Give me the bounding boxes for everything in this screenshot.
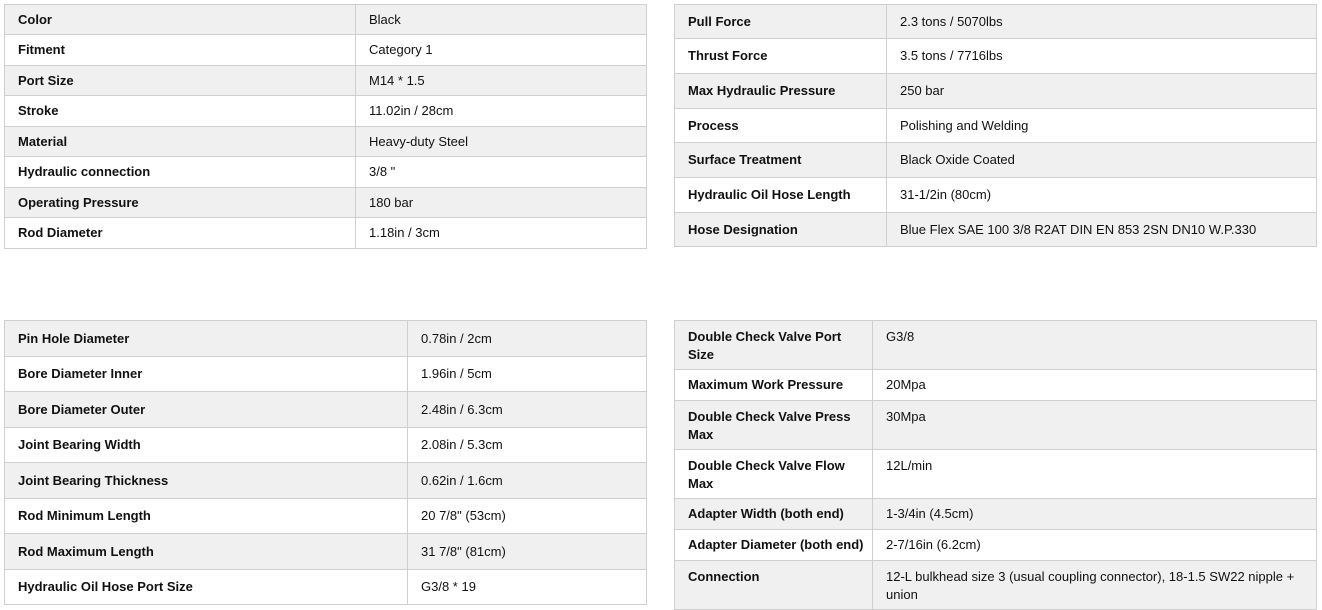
spec-table-bottom-left <box>4 320 647 605</box>
table-row <box>675 321 1317 370</box>
spec-label: Thrust Force <box>675 39 887 74</box>
spec-label: Maximum Work Pressure <box>675 370 873 401</box>
spec-label: Process <box>675 109 887 143</box>
spec-label: Operating Pressure <box>5 188 356 218</box>
spec-value: 1-3/4in (4.5cm) <box>873 499 1317 530</box>
table-row <box>5 157 647 188</box>
table-row <box>675 39 1317 74</box>
table-row <box>5 127 647 157</box>
spec-value: 3.5 tons / 7716lbs <box>887 39 1317 74</box>
table-row <box>675 74 1317 109</box>
table-row <box>5 96 647 127</box>
spec-value: 0.62in / 1.6cm <box>408 463 647 499</box>
table-row <box>5 534 647 570</box>
spec-value: 1.96in / 5cm <box>408 357 647 392</box>
table-row <box>675 213 1317 247</box>
table-row <box>5 321 647 357</box>
table-row <box>5 499 647 534</box>
table-row <box>5 428 647 463</box>
table-row <box>675 178 1317 213</box>
spec-table-bottom-right <box>674 320 1317 610</box>
spec-label: Joint Bearing Width <box>5 428 408 463</box>
spec-value: 3/8 " <box>356 157 647 188</box>
spec-label: Joint Bearing Thickness <box>5 463 408 499</box>
spec-label: Bore Diameter Outer <box>5 392 408 428</box>
spec-value: 30Mpa <box>873 401 1317 450</box>
spec-value: Category 1 <box>356 35 647 66</box>
spec-label: Pull Force <box>675 5 887 39</box>
table-row <box>675 530 1317 561</box>
spec-value: 180 bar <box>356 188 647 218</box>
spec-value: 2.48in / 6.3cm <box>408 392 647 428</box>
spec-value: 2.3 tons / 5070lbs <box>887 5 1317 39</box>
spec-label: Double Check Valve Press Max <box>675 401 873 450</box>
table-row <box>5 35 647 66</box>
spec-value: Blue Flex SAE 100 3/8 R2AT DIN EN 853 2SN DN10 W.P.330 <box>887 213 1317 247</box>
table-row <box>5 66 647 96</box>
spec-value: G3/8 <box>873 321 1317 370</box>
table-row <box>675 401 1317 450</box>
spec-label: Double Check Valve Flow Max <box>675 450 873 499</box>
spec-value: G3/8 * 19 <box>408 570 647 605</box>
spec-label: Stroke <box>5 96 356 127</box>
spec-value: 31 7/8" (81cm) <box>408 534 647 570</box>
spec-table-top-left <box>4 4 647 249</box>
table-row <box>5 392 647 428</box>
spec-value: Black Oxide Coated <box>887 143 1317 178</box>
spec-value: 31-1/2in (80cm) <box>887 178 1317 213</box>
table-row <box>5 570 647 605</box>
spec-label: Port Size <box>5 66 356 96</box>
spec-label: Hydraulic connection <box>5 157 356 188</box>
spec-value: 20 7/8" (53cm) <box>408 499 647 534</box>
spec-label: Pin Hole Diameter <box>5 321 408 357</box>
table-row <box>675 499 1317 530</box>
spec-label: Hydraulic Oil Hose Length <box>675 178 887 213</box>
spec-value: 0.78in / 2cm <box>408 321 647 357</box>
spec-label: Hose Designation <box>675 213 887 247</box>
spec-label: Adapter Width (both end) <box>675 499 873 530</box>
table-row <box>675 5 1317 39</box>
spec-value: M14 * 1.5 <box>356 66 647 96</box>
table-row <box>675 109 1317 143</box>
spec-label: Hydraulic Oil Hose Port Size <box>5 570 408 605</box>
spec-value: 1.18in / 3cm <box>356 218 647 249</box>
spec-value: 250 bar <box>887 74 1317 109</box>
spec-label: Connection <box>675 561 873 610</box>
table-row <box>5 218 647 249</box>
spec-label: Surface Treatment <box>675 143 887 178</box>
spec-value: 20Mpa <box>873 370 1317 401</box>
spec-label: Max Hydraulic Pressure <box>675 74 887 109</box>
table-row <box>675 450 1317 499</box>
table-row <box>5 357 647 392</box>
spec-label: Rod Minimum Length <box>5 499 408 534</box>
spec-value: Heavy-duty Steel <box>356 127 647 157</box>
spec-value: 11.02in / 28cm <box>356 96 647 127</box>
spec-value: 2-7/16in (6.2cm) <box>873 530 1317 561</box>
spec-value: 2.08in / 5.3cm <box>408 428 647 463</box>
table-row <box>675 143 1317 178</box>
spec-label: Double Check Valve Port Size <box>675 321 873 370</box>
spec-label: Bore Diameter Inner <box>5 357 408 392</box>
table-row <box>5 463 647 499</box>
spec-label: Rod Diameter <box>5 218 356 249</box>
spec-label: Fitment <box>5 35 356 66</box>
spec-label: Adapter Diameter (both end) <box>675 530 873 561</box>
spec-label: Color <box>5 5 356 35</box>
spec-value: Black <box>356 5 647 35</box>
spec-label: Rod Maximum Length <box>5 534 408 570</box>
spec-value: Polishing and Welding <box>887 109 1317 143</box>
spec-value: 12-L bulkhead size 3 (usual coupling connector), 18-1.5 SW22 nipple + union <box>873 561 1317 610</box>
spec-label: Material <box>5 127 356 157</box>
table-row <box>5 188 647 218</box>
table-row <box>675 561 1317 610</box>
spec-value: 12L/min <box>873 450 1317 499</box>
table-row <box>675 370 1317 401</box>
table-row <box>5 5 647 35</box>
spec-table-top-right <box>674 4 1317 247</box>
